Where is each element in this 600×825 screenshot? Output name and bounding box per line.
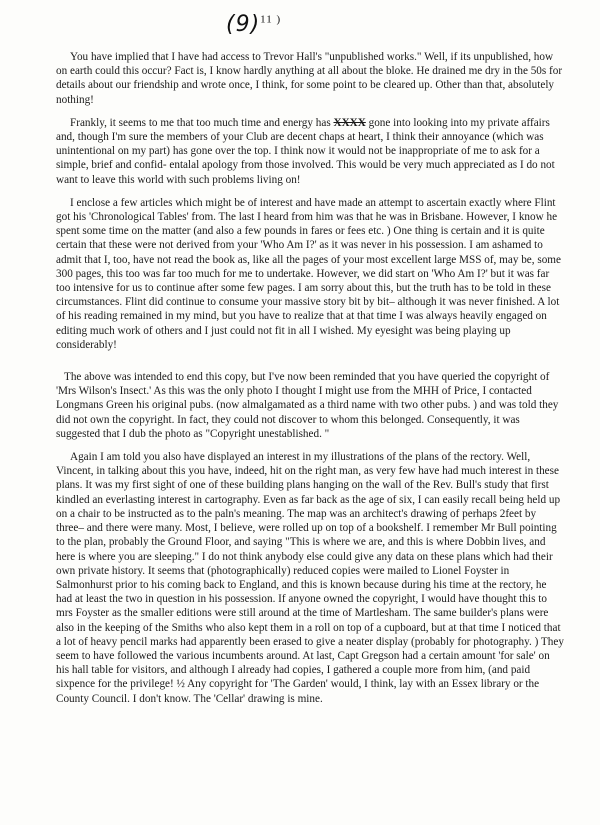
typed-page-number: 11 ) <box>260 13 282 26</box>
paragraph-chronological-tables: I enclose a few articles which might be of interest and have made an attempt to ascertain exactly where Flint got his 'Chronological Tables' from. The last I heard from him was that he was in Brisbane. However, I know he spent some time on the matter (and also a few pounds in fares or fees etc. ) One thing is certain and it is quite certain that these were not derived from your 'Who Am I?' as it was never in his possession. I am ashamed to admit that I, too, have not read the book as, like all the pages of your most excellent large MSS of, may be, some 300 pages, this too was far too much for me to undertake. However, we did start on 'Who Am I?' but it was far too intensive for us to continue after some few pages. I am sorry about this, but the truth has to be told in these circumstances. Flint did continue to consume your massive story bit by bit– although it was never finished. A lot of his reading remained in my mind, but you have to realize that at that time I was always heavily engaged on editing much work of others and I just could not fit in all I wished. My eyesight was being playing up considerably! <box>56 196 561 351</box>
paragraph-unpublished-works: You have implied that I have had access to Trevor Hall's "unpublished works." Well, if its unpublished, how on earth could this occur? Fact is, I know hardly anything at all about the bloke. He drained me dry in the 50s for details about our friendship and wrote once, I think, for some point to be cleared up. Other than that, absolutely nothing! <box>56 51 563 106</box>
struck-out-text: XXXX <box>333 116 366 129</box>
handwritten-page-number: (9) <box>226 12 261 37</box>
paragraph-text: gone into looking into my private affairs and, though I'm sure the members of your Club are decent chaps at heart, I think their annoyance (which was unintentional on my part) has gone over the top. I think now it would not be inappropriate of me to ask for a simple, brief and confid- entalal apology from those involved. This would be very much appreciated as I do not want to leave this world with such problems living on! <box>56 116 555 186</box>
page-number <box>226 12 281 37</box>
paragraph-rectory-plans: Again I am told you also have displayed an interest in my illustrations of the plans of the rectory. Well, Vincent, in talking about this you have, indeed, hit on the right man, as very few have had much interest in these plans. It was my first sight of one of these building plans hanging on the wall of the Rev. Bull's study that first kindled an everlasting interest in cartography. Even as far back as the age of six, I can easily recall being held up on a chair to be instructed as to the paln's meaning. The map was an architect's drawing of perhaps 2feet by three– and there were many. Most, I believe, were rolled up on top of a bookshelf. I remember Mr Bull pointing to the plan, probably the Ground Floor, and saying "This is where we are, and this is where Dobbin lives, and here is where you are sleeping." I do not think anybody else could give any data on these plans which had their own private history. It seems that (photographically) reduced copies were mailed to Lionel Foyster in Salmonhurst prior to his coming back to England, and this is known because during his time at the rectory, he had at least the two in question in his possession. If anyone owned the copyright, I would have thought this to mrs Foyster as the smaller editions were still around at the time of Martlesham. The same builder's plans were also in the keeping of the Smiths who also kept them in a roll on top of a cupboard, but at that time I noticed that a lot of heavy pencil marks had apparently been erased to give a neater display (probably for photography. ) They seem to have followed the various incumbents around. At last, Capt Gregson had a certain amount 'for sale' on his hall table for visitors, and although I already had copies, I gathered a couple more from him, (and paid sixpence for the privilege! ½ Any copyright for 'The Garden' would, I think, lay with an Essex library or the County Council. I don't know. The 'Cellar' drawing is mine. <box>56 451 564 705</box>
paragraph-copyright-photo: The above was intended to end this copy, but I've now been reminded that you have queried the copyright of 'Mrs Wilson's Insect.' As this was the only photo I thought I might use from the MHH of Price, I contacted Longmans Green his original pubs. (now almalgamated as a third name with two other pubs. ) and was told they did not own the copyright. In fact, they could not discover to whom this belonged. Consequently, it was suggested that I dub the photo as "Copyright unestablished. " <box>56 371 559 440</box>
paragraph-apology-request <box>56 116 564 187</box>
paragraph-text: Frankly, it seems to me that too much time and energy has <box>70 116 334 129</box>
letter-body <box>56 50 564 715</box>
